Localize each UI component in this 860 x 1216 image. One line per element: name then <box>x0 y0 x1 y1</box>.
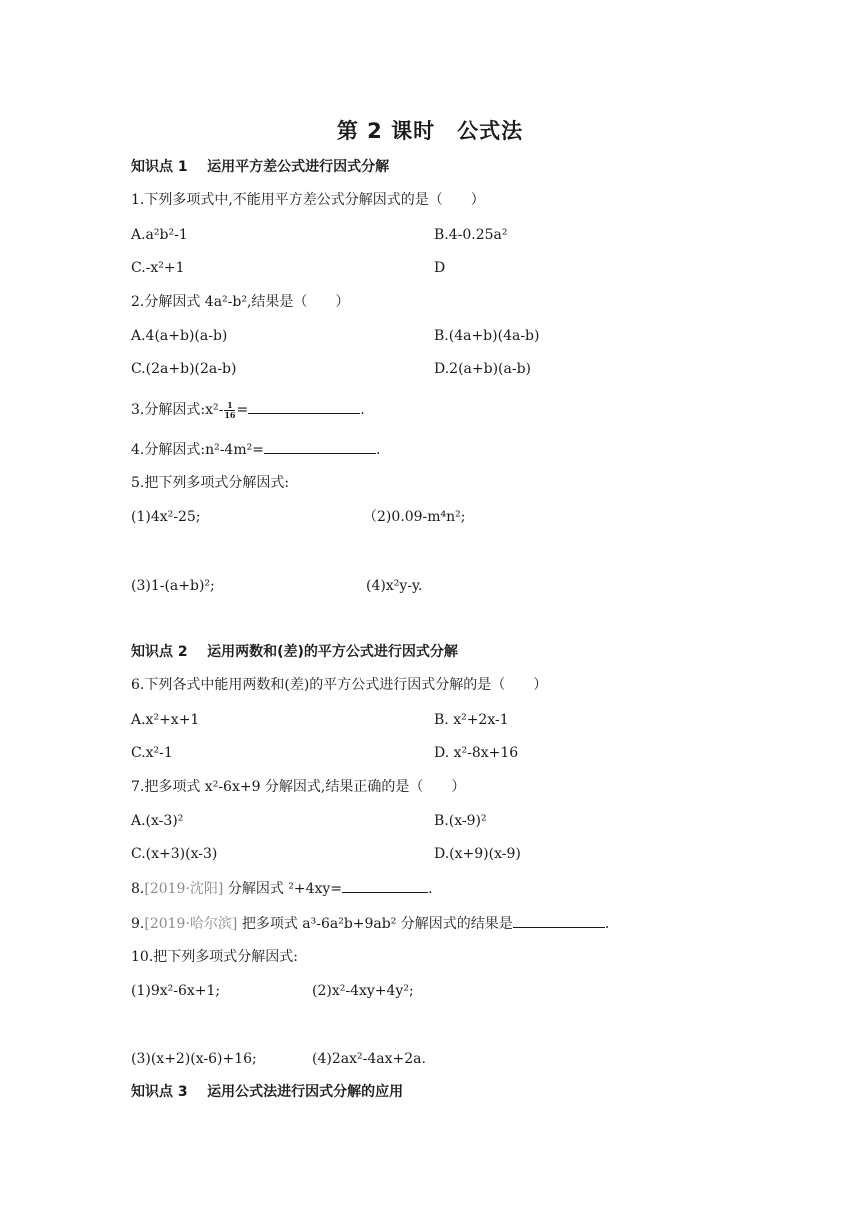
q6-option-a: A.x²+x+1 <box>131 712 200 728</box>
q9-number: 9. <box>131 916 145 932</box>
q8-end: . <box>428 881 433 897</box>
q5-part-3: (3)1-(a+b)²; <box>131 578 215 594</box>
q1-option-a: A.a²b²-1 <box>131 227 188 243</box>
q9-end: . <box>604 916 610 932</box>
section-text: 运用两数和(差)的平方公式进行因式分解 <box>207 644 458 660</box>
q10-part-4: (4)2ax²-4ax+2a. <box>312 1051 426 1067</box>
fraction-numerator: 1 <box>224 401 235 411</box>
q1-option-d: D <box>434 260 446 276</box>
q7-option-c: C.(x+3)(x-3) <box>131 846 218 862</box>
question-8 <box>131 878 433 899</box>
question-7-stem: 7.把多项式 x²-6x+9 分解因式,结果正确的是（ ） <box>131 779 466 795</box>
q3-end: . <box>360 402 365 418</box>
q1-option-c: C.-x²+1 <box>131 260 185 276</box>
answer-blank[interactable] <box>342 878 428 893</box>
fraction <box>224 401 235 420</box>
q7-option-d: D.(x+9)(x-9) <box>434 846 521 862</box>
question-2-stem: 2.分解因式 4a²-b²,结果是（ ） <box>131 294 350 310</box>
section-text: 运用公式法进行因式分解的应用 <box>207 1084 404 1100</box>
question-3 <box>131 399 365 420</box>
q10-part-1: (1)9x²-6x+1; <box>131 983 221 999</box>
section-heading-1 <box>131 157 389 177</box>
q2-option-b: B.(4a+b)(4a-b) <box>434 328 540 344</box>
q6-option-b: B. x²+2x-1 <box>434 712 509 728</box>
question-9 <box>131 913 609 934</box>
question-10-stem: 10.把下列多项式分解因式: <box>131 949 298 965</box>
q2-option-a: A.4(a+b)(a-b) <box>131 328 228 344</box>
q8-source: [2019·沈阳] <box>144 881 224 897</box>
q9-stem: 把多项式 a³-6a²b+9ab² 分解因式的结果是 <box>237 916 513 932</box>
question-4 <box>131 439 380 460</box>
q10-part-3: (3)(x+2)(x-6)+16; <box>131 1051 257 1067</box>
section-text: 运用平方差公式进行因式分解 <box>207 159 390 175</box>
q10-part-2: (2)x²-4xy+4y²; <box>312 983 414 999</box>
q4-stem: 4.分解因式:n²-4m²= <box>131 442 264 458</box>
question-1-stem: 1.下列多项式中,不能用平方差公式分解因式的是（ ） <box>131 192 485 208</box>
q7-option-a: A.(x-3)² <box>131 813 184 829</box>
question-5-stem: 5.把下列多项式分解因式: <box>131 475 290 491</box>
question-6-stem: 6.下列各式中能用两数和(差)的平方公式进行因式分解的是（ ） <box>131 677 548 693</box>
answer-blank[interactable] <box>264 439 376 454</box>
answer-blank[interactable] <box>248 399 360 414</box>
answer-blank[interactable] <box>513 913 605 928</box>
q3-prefix: 3.分解因式:x²- <box>131 402 224 418</box>
q3-suffix: = <box>236 402 249 418</box>
q2-option-c: C.(2a+b)(2a-b) <box>131 361 237 377</box>
q1-option-b: B.4-0.25a² <box>434 227 508 243</box>
section-heading-3 <box>131 1082 403 1102</box>
q2-option-d: D.2(a+b)(a-b) <box>434 361 532 377</box>
fraction-denominator: 16 <box>224 409 236 420</box>
q7-option-b: B.(x-9)² <box>434 813 487 829</box>
q5-part-4: (4)x²y-y. <box>366 578 423 594</box>
section-label: 知识点 2 <box>131 644 188 660</box>
q5-part-1: (1)4x²-25; <box>131 509 201 525</box>
q8-stem: 分解因式 ²+4xy= <box>223 881 343 897</box>
q6-option-c: C.x²-1 <box>131 745 173 761</box>
section-label: 知识点 3 <box>131 1084 188 1100</box>
q5-part-2: （2)0.09-m⁴n²; <box>363 509 466 525</box>
q8-number: 8. <box>131 881 145 897</box>
page-title: 第 2 课时 公式法 <box>336 119 524 143</box>
q6-option-d: D. x²-8x+16 <box>434 745 519 761</box>
q9-source: [2019·哈尔滨] <box>144 916 238 932</box>
section-heading-2 <box>131 642 458 662</box>
section-label: 知识点 1 <box>131 159 188 175</box>
q4-end: . <box>375 442 381 458</box>
